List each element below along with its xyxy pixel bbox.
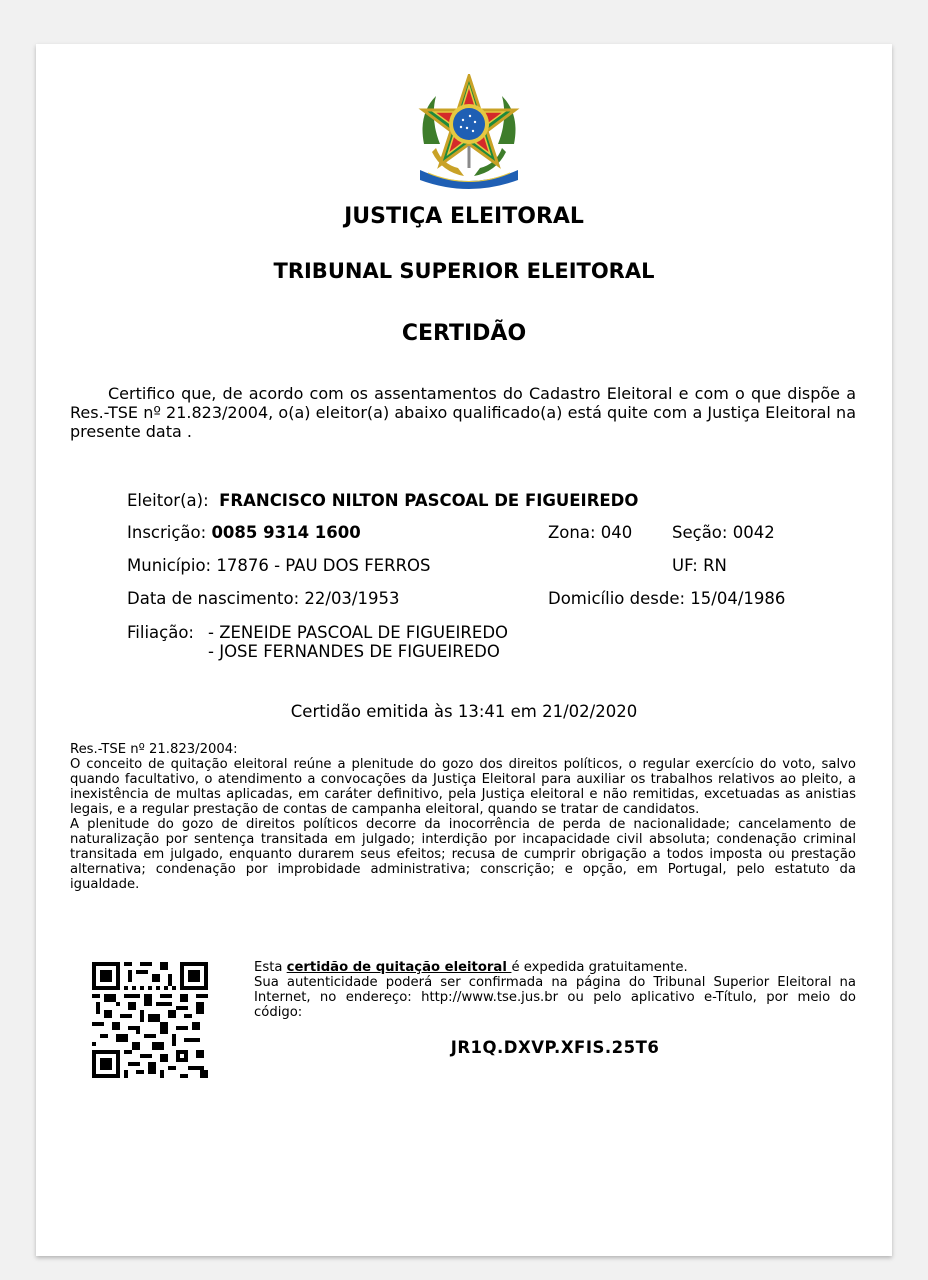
zona-value: Zona: 040 xyxy=(548,523,633,542)
voter-name: FRANCISCO NILTON PASCOAL DE FIGUEIREDO xyxy=(219,491,639,510)
authenticity-notice xyxy=(254,960,856,1020)
quitacao-link[interactable]: certidão de quitação eleitoral xyxy=(286,960,512,975)
legal-notice xyxy=(70,742,856,892)
auth-text: Sua autenticidade poderá ser confirmada na página do Tribunal Superior Eleitoral na Internet, no endereço: http://www.tse.jus.br ou pelo aplicativo e-Título, por meio do código: xyxy=(254,975,856,1020)
municipio-value: Município: 17876 - PAU DOS FERROS xyxy=(127,556,431,575)
voter-name-row xyxy=(127,491,638,510)
inscricao-row xyxy=(127,523,361,542)
domicilio-value: Domicílio desde: 15/04/1986 xyxy=(548,589,786,608)
secao-value: Seção: 0042 xyxy=(672,523,775,542)
legal-paragraph-1: O conceito de quitação eleitoral reúne a plenitude do gozo dos direitos políticos, o regular exercício do voto, salvo quando facultativo, o atendimento a convocações da Justiça Eleitoral para auxiliar os trabalhos relativos ao pleito, a inexistência de multas aplicadas, em caráter definitivo, pela Justiça eleitoral e não remitidas, excetuadas as anistias legais, e a regular prestação de contas de campanha eleitoral, quando se tratar de candidatos. xyxy=(70,757,856,817)
filiacao-label: Filiação: xyxy=(127,623,194,642)
filiacao-parent-2: - JOSE FERNANDES DE FIGUEIREDO xyxy=(208,642,500,661)
inscricao-value: 0085 9314 1600 xyxy=(211,523,361,542)
heading-justica-eleitoral: JUSTIÇA ELEITORAL xyxy=(344,204,584,229)
heading-certidao: CERTIDÃO xyxy=(401,321,527,346)
qr-code-icon xyxy=(92,962,208,1078)
heading-tribunal: TRIBUNAL SUPERIOR ELEITORAL xyxy=(273,259,655,283)
certificate-page xyxy=(36,44,892,1256)
voter-name-label: Eleitor(a): xyxy=(127,491,209,510)
auth-suffix: é expedida gratuitamente. xyxy=(511,960,688,975)
validation-code: JR1Q.DXVP.XFIS.25T6 xyxy=(450,1038,660,1057)
legal-title: Res.-TSE nº 21.823/2004: xyxy=(70,742,238,757)
uf-value: UF: RN xyxy=(672,556,727,575)
filiacao-parent-1: - ZENEIDE PASCOAL DE FIGUEIREDO xyxy=(208,623,509,642)
inscricao-label: Inscrição: xyxy=(127,523,207,542)
auth-prefix: Esta xyxy=(254,960,287,975)
intro-paragraph: Certifico que, de acordo com os assentamentos do Cadastro Eleitoral e com o que dispõe a Res.-TSE nº 21.823/2004, o(a) eleitor(a) abaixo qualificado(a) está quite com a Justiça Eleitoral na presente data . xyxy=(70,384,856,441)
legal-paragraph-2: A plenitude do gozo de direitos políticos decorre da inocorrência de perda de nacionalidade; cancelamento de naturalização por sentença transitada em julgado; interdição por incapacidade civil absoluta; condenação criminal transitada em julgado, enquanto durarem seus efeitos; recusa de cumprir obrigação a todos imposta ou prestação alternativa; condenação por improbidade administrativa; conscrição; e opção, em Portugal, pelo estatuto da igualdade. xyxy=(70,817,856,892)
nascimento-value: Data de nascimento: 22/03/1953 xyxy=(127,589,400,608)
emission-timestamp: Certidão emitida às 13:41 em 21/02/2020 xyxy=(290,702,638,721)
brazil-coat-of-arms-icon xyxy=(414,74,524,189)
